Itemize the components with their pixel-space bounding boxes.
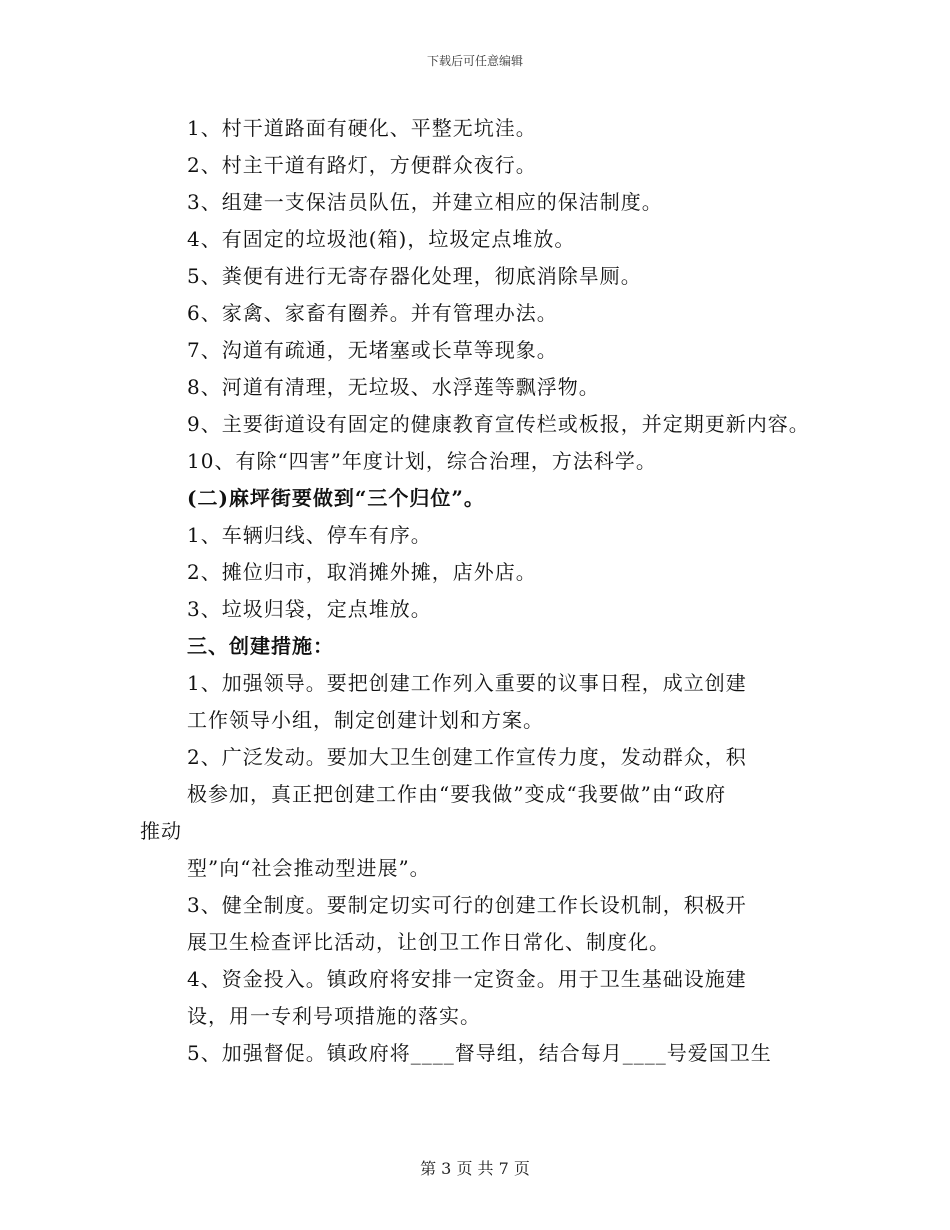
list-item: 2、村主干道有路灯，方便群众夜行。 bbox=[187, 153, 537, 177]
list-item: 7、沟道有疏通，无堵塞或长草等现象。 bbox=[187, 338, 558, 362]
paragraph-line: 工作领导小组，制定创建计划和方案。 bbox=[187, 708, 544, 732]
list-item: 9、主要街道设有固定的健康教育宣传栏或板报，并定期更新内容。 bbox=[187, 412, 810, 436]
page-header: 下载后可任意编辑 bbox=[426, 54, 523, 68]
section-heading: (二)麻坪街要做到“三个归位”。 bbox=[187, 486, 485, 510]
list-item: 2、摊位归市，取消摊外摊，店外店。 bbox=[187, 560, 537, 584]
list-item: 10、有除“四害”年度计划，综合治理，方法科学。 bbox=[187, 449, 657, 473]
paragraph-line: 3、健全制度。要制定切实可行的创建工作长设机制，积极开 bbox=[187, 893, 747, 917]
list-item: 1、村干道路面有硬化、平整无坑洼。 bbox=[187, 116, 537, 140]
paragraph-line: 推动 bbox=[140, 819, 182, 843]
paragraph-line: 5、加强督促。镇政府将____督导组，结合每月____号爱国卫生 bbox=[187, 1041, 772, 1065]
list-item: 3、组建一支保洁员队伍，并建立相应的保洁制度。 bbox=[187, 190, 663, 214]
list-item: 6、家禽、家畜有圈养。并有管理办法。 bbox=[187, 301, 558, 325]
list-item: 1、车辆归线、停车有序。 bbox=[187, 523, 432, 547]
list-item: 5、粪便有进行无寄存器化处理，彻底消除旱厕。 bbox=[187, 264, 642, 288]
paragraph-line: 设，用一专利号项措施的落实。 bbox=[187, 1004, 481, 1028]
page-number: 第 3 页 共 7 页 bbox=[420, 1159, 530, 1178]
list-item: 8、河道有清理，无垃圾、水浮莲等飘浮物。 bbox=[187, 375, 600, 399]
section-heading: 三、创建措施： bbox=[187, 634, 334, 658]
paragraph-line: 极参加，真正把创建工作由“要我做”变成“我要做”由“政府 bbox=[187, 782, 727, 806]
paragraph-line: 展卫生检查评比活动，让创卫工作日常化、制度化。 bbox=[187, 930, 670, 954]
list-item: 4、有固定的垃圾池(箱)，垃圾定点堆放。 bbox=[187, 227, 576, 251]
paragraph-line: 2、广泛发动。要加大卫生创建工作宣传力度，发动群众，积 bbox=[187, 745, 747, 769]
list-item: 3、垃圾归袋，定点堆放。 bbox=[187, 597, 432, 621]
paragraph-line: 型”向“社会推动型进展”。 bbox=[187, 856, 431, 880]
paragraph-line: 4、资金投入。镇政府将安排一定资金。用于卫生基础设施建 bbox=[187, 967, 747, 991]
paragraph-line: 1、加强领导。要把创建工作列入重要的议事日程，成立创建 bbox=[187, 671, 747, 695]
